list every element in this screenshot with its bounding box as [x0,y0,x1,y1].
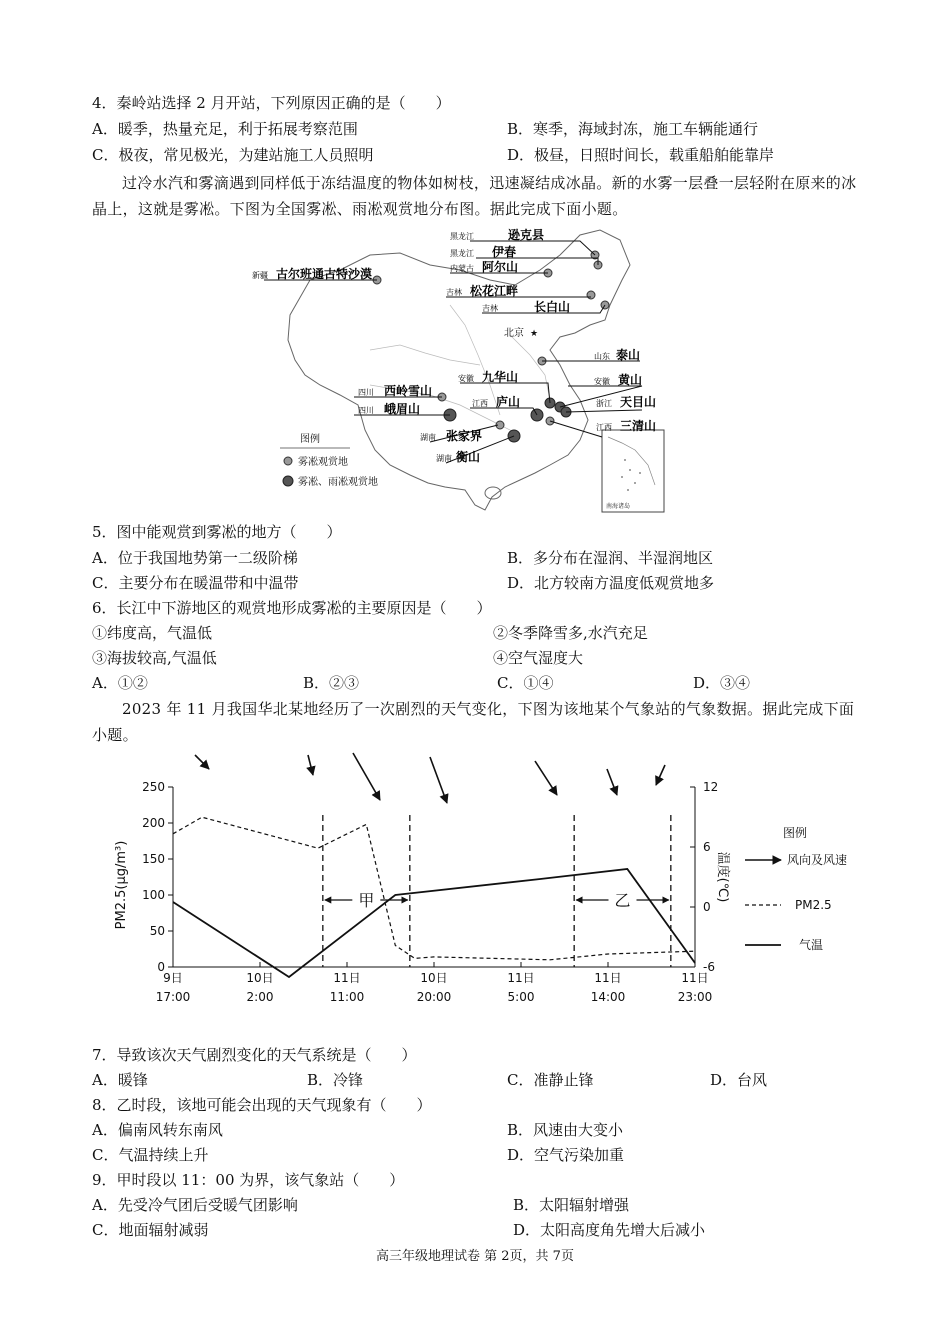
legend-both-marker [283,476,293,486]
q6-option-c[interactable]: C．①④ [497,674,554,692]
site-label: 松花江畔 [470,284,519,298]
x-tick-day-label: 9日 [163,971,183,985]
q9-option-b[interactable]: B．太阳辐射增强 [513,1196,630,1214]
q7-option-c[interactable]: C．准静止锋 [507,1071,594,1089]
weather-chart [105,745,865,1015]
x-tick-time-label: 23:00 [677,990,713,1004]
x-tick-day-label: 10日 [420,971,448,985]
x-tick-time-label: 2:00 [246,990,274,1004]
rime-map [250,225,670,515]
prov-label: 新疆 [252,271,268,280]
prov-label: 吉林 [482,304,498,313]
prov-label: 安徽 [594,377,610,386]
wind-arrow [607,769,617,795]
q5-option-b[interactable]: B．多分布在湿润、半湿润地区 [507,549,714,567]
y-left-tick-label: 250 [142,780,165,794]
site-label: 逊克县 [508,228,545,242]
prov-label: 安徽 [458,374,474,383]
passage-weather: 2023 年 11 月我国华北某地经历了一次剧烈的天气变化，下图为该地某个气象站的气象数据。据此完成下面小题。 [92,700,855,744]
site-label: 九华山 [482,370,519,384]
q8-option-c[interactable]: C．气温持续上升 [92,1146,209,1164]
map-legend-title: 图例 [300,434,320,445]
prov-label: 山东 [594,352,610,361]
x-tick-day-label: 11日 [681,971,709,985]
prov-label: 四川 [358,388,374,397]
south-sea-inset [602,430,664,512]
y-right-tick-label: 0 [703,900,711,914]
site-label: 阿尔山 [482,260,519,274]
q7-stem: 7．导致该次天气剧烈变化的天气系统是（ ） [92,1046,417,1064]
pm25-series-line [173,817,695,960]
prov-label: 黑龙江 [450,249,474,258]
wind-arrow [430,757,447,803]
q5-option-d[interactable]: D．北方较南方温度低观赏地多 [507,574,715,592]
x-tick-time-label: 17:00 [155,990,191,1004]
q8-option-b[interactable]: B．风速由大变小 [507,1121,624,1139]
q8-stem: 8．乙时段，该地可能会出现的天气现象有（ ） [92,1096,432,1114]
y-left-tick-label: 150 [142,852,165,866]
site-label: 张家界 [446,429,483,443]
prov-label: 内蒙古 [450,264,474,273]
x-tick-day-label: 11日 [594,971,622,985]
legend-pm-label: PM2.5 [795,898,832,912]
site-label: 泰山 [616,348,641,362]
x-tick-day-label: 11日 [507,971,535,985]
site-label: 黄山 [618,373,643,387]
legend-rime-label: 雾凇观赏地 [298,457,348,468]
x-tick-time-label: 20:00 [416,990,452,1004]
legend-temp-label: 气温 [799,938,824,952]
q4-stem: 4．秦岭站选择 2 月开站，下列原因正确的是（ ） [92,94,451,112]
y-left-tick-label: 50 [149,924,165,938]
period-label: 甲 [358,891,375,910]
x-tick-time-label: 11:00 [329,990,365,1004]
site-label: 伊春 [492,245,517,259]
q5-stem: 5．图中能观赏到雾凇的地方（ ） [92,523,342,541]
q6-option-a[interactable]: A．①② [92,674,148,692]
q6-option-d[interactable]: D．③④ [693,674,751,692]
x-tick-day-label: 10日 [246,971,274,985]
passage-rime: 过冷水汽和雾滴遇到同样低于冻结温度的物体如树枝，迅速凝结成冰晶。新的水雾一层叠一层轻附在原来的冰晶上，这就是雾凇。下图为全国雾凇、雨凇观赏地分布图。据此完成下面小题。 [92,174,857,218]
q4-option-b[interactable]: B．寒季，海域封冻，施工车辆能通行 [507,120,759,138]
legend-wind-label: 风向及风速 [787,853,848,867]
q7-option-a[interactable]: A．暖锋 [92,1071,148,1089]
q8-option-d[interactable]: D．空气污染加重 [507,1146,625,1164]
q8-option-a[interactable]: A．偏南风转东南风 [92,1121,223,1139]
y-left-tick-label: 200 [142,816,165,830]
q9-option-d[interactable]: D．太阳高度角先增大后减小 [513,1221,706,1239]
prov-label: 吉林 [446,288,462,297]
chart-legend-title: 图例 [783,826,808,840]
wind-arrow [353,753,380,800]
wind-arrow [308,755,313,775]
site-label: 衡山 [456,450,481,464]
legend-rime-marker [284,457,292,465]
beijing-star-icon: ★ [530,329,539,339]
wind-arrow [195,755,209,769]
x-tick-day-label: 11日 [333,971,361,985]
site-label: 三清山 [620,419,657,433]
q9-stem: 9．甲时段以 11：00 为界，该气象站（ ） [92,1171,405,1189]
page-footer: 高三年级地理试卷 第 2页，共 7页 [376,1249,574,1264]
prov-label: 四川 [358,406,374,415]
y-left-tick-label: 100 [142,888,165,902]
y-right-tick-label: 12 [703,780,719,794]
marker-songhua [587,291,595,299]
q7-option-b[interactable]: B．冷锋 [307,1071,364,1089]
x-tick-time-label: 14:00 [590,990,626,1004]
y-right-tick-label: 6 [703,840,711,854]
period-label: 乙 [614,891,631,910]
y-left-tick-label: 0 [157,960,165,974]
y-right-title: 温度(℃) [715,851,730,903]
q6-stem: 6．长江中下游地区的观赏地形成雾凇的主要原因是（ ） [92,599,492,617]
q5-option-c[interactable]: C．主要分布在暖温带和中温带 [92,574,299,592]
site-label: 天目山 [620,395,657,409]
q7-option-d[interactable]: D．台风 [710,1071,768,1089]
prov-label: 江西 [472,399,488,408]
site-label: 峨眉山 [384,402,421,416]
prov-label: 浙江 [596,399,612,408]
q4-option-d[interactable]: D．极昼，日照时间长，载重船舶能靠岸 [507,146,775,164]
q6-statement-1: ①纬度高，气温低 [92,624,213,642]
q6-statement-2: ②冬季降雪多,水汽充足 [493,624,648,642]
site-label: 西岭雪山 [384,384,433,398]
q6-statement-4: ④空气湿度大 [493,649,584,667]
q9-option-a[interactable]: A．先受冷气团后受暖气团影响 [92,1196,298,1214]
site-label: 庐山 [496,395,521,409]
prov-label: 湖南 [420,433,436,442]
site-label: 长白山 [534,300,571,314]
q9-option-c[interactable]: C．地面辐射减弱 [92,1221,209,1239]
site-label: 古尔班通古特沙漠 [276,267,373,281]
temperature-series-line [173,869,695,977]
wind-arrow [656,765,665,785]
prov-label: 黑龙江 [450,232,474,241]
q4-option-a[interactable]: A．暖季，热量充足，利于拓展考察范围 [92,120,358,138]
q5-option-a[interactable]: A．位于我国地势第一二级阶梯 [92,549,298,567]
legend-both-label: 雾凇、雨凇观赏地 [298,477,378,488]
beijing-label: 北京 [504,328,524,339]
q6-option-b[interactable]: B．②③ [303,674,360,692]
wind-arrow [535,761,557,795]
prov-label: 江西 [596,423,612,432]
q6-statement-3: ③海拔较高,气温低 [92,649,217,667]
q4-option-c[interactable]: C．极夜，常见极光，为建站施工人员照明 [92,146,374,164]
x-tick-time-label: 5:00 [507,990,535,1004]
y-left-title: PM2.5(μg/m³) [114,840,129,930]
y-right-tick-label: -6 [703,960,715,974]
inset-label: 南海诸岛 [606,503,631,510]
prov-label: 湖南 [436,454,452,463]
